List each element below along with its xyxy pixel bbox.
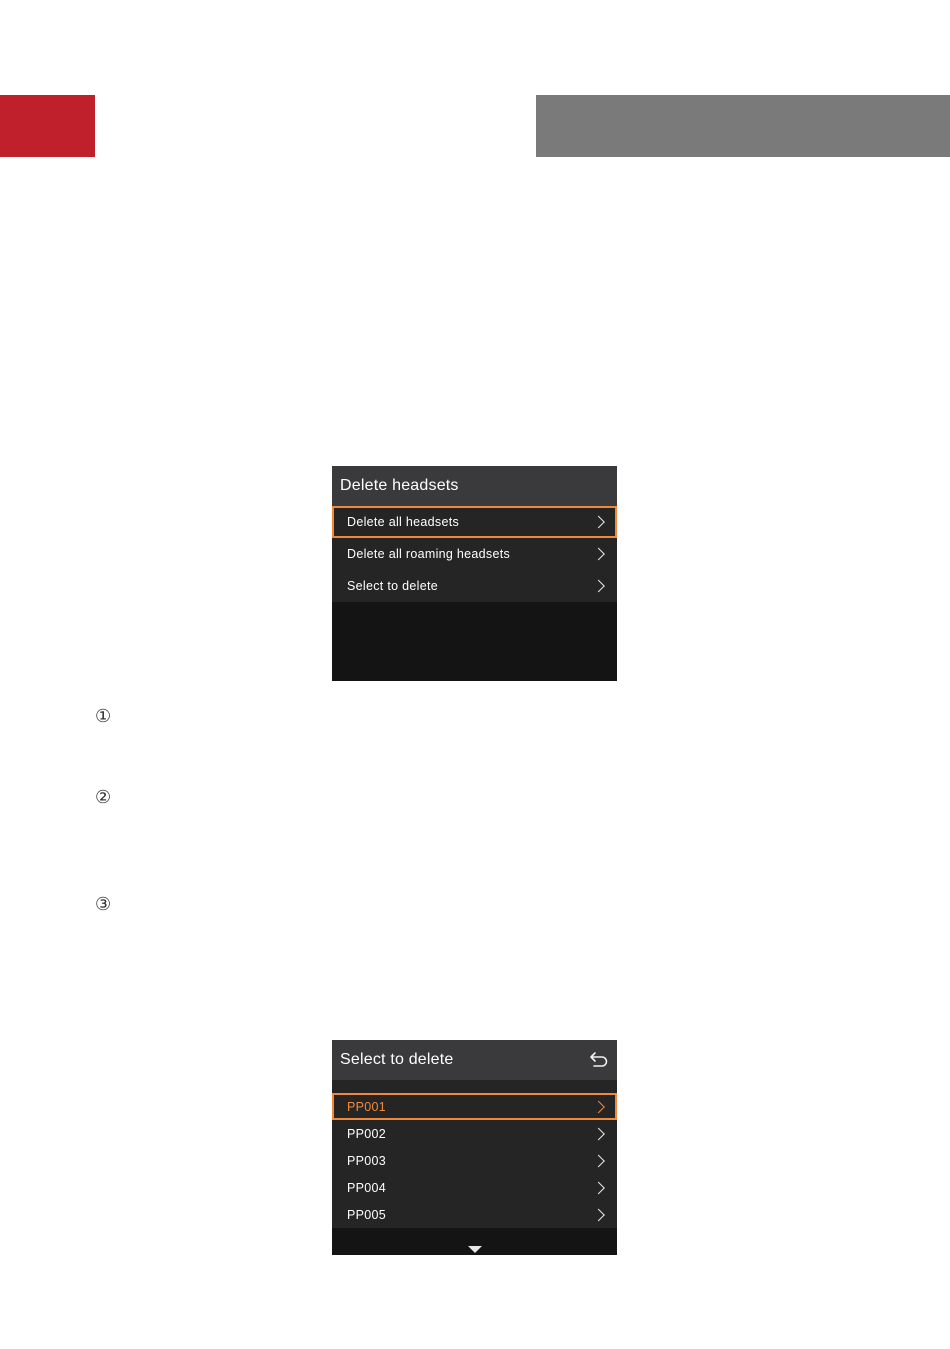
device-screen-delete-headsets (332, 466, 617, 681)
menu-item-label: Delete all headsets (347, 515, 460, 529)
chapter-tab (0, 95, 95, 157)
chevron-right-icon (592, 1154, 605, 1167)
chevron-right-icon (592, 1127, 605, 1140)
header-bar (536, 95, 950, 157)
menu-item-delete-all-headsets[interactable] (332, 506, 617, 538)
list-item-pp005[interactable] (332, 1201, 617, 1228)
back-arrow-icon[interactable] (589, 1050, 609, 1070)
list-top-padding (332, 1080, 617, 1093)
screen-title-bar (332, 466, 617, 506)
headset-list (332, 1093, 617, 1228)
step-marker-1: ① (95, 706, 112, 727)
scroll-down-icon[interactable] (468, 1246, 482, 1253)
list-item-label: PP003 (347, 1153, 387, 1168)
chevron-right-icon (592, 548, 605, 561)
device-screen-select-to-delete (332, 1040, 617, 1255)
list-item-label: PP002 (347, 1126, 387, 1141)
screen-title: Delete headsets (340, 477, 459, 494)
list-item-label: PP004 (347, 1180, 387, 1195)
list-item-label: PP001 (347, 1099, 387, 1114)
menu-item-select-to-delete[interactable] (332, 570, 617, 602)
menu-item-label: Select to delete (347, 579, 438, 593)
menu-item-label: Delete all roaming headsets (347, 547, 511, 561)
list-item-pp001[interactable] (332, 1093, 617, 1120)
screen-title-bar (332, 1040, 617, 1080)
chevron-right-icon (592, 580, 605, 593)
chevron-right-icon (592, 1100, 605, 1113)
screen-title: Select to delete (340, 1051, 454, 1068)
chevron-right-icon (592, 1181, 605, 1194)
chevron-right-icon (592, 516, 605, 529)
step-marker-2: ② (95, 787, 112, 808)
step-marker-3: ③ (95, 894, 112, 915)
list-item-pp004[interactable] (332, 1174, 617, 1201)
list-item-label: PP005 (347, 1207, 387, 1222)
chevron-right-icon (592, 1208, 605, 1221)
list-item-pp003[interactable] (332, 1147, 617, 1174)
menu-list (332, 506, 617, 602)
list-item-pp002[interactable] (332, 1120, 617, 1147)
menu-item-delete-all-roaming-headsets[interactable] (332, 538, 617, 570)
